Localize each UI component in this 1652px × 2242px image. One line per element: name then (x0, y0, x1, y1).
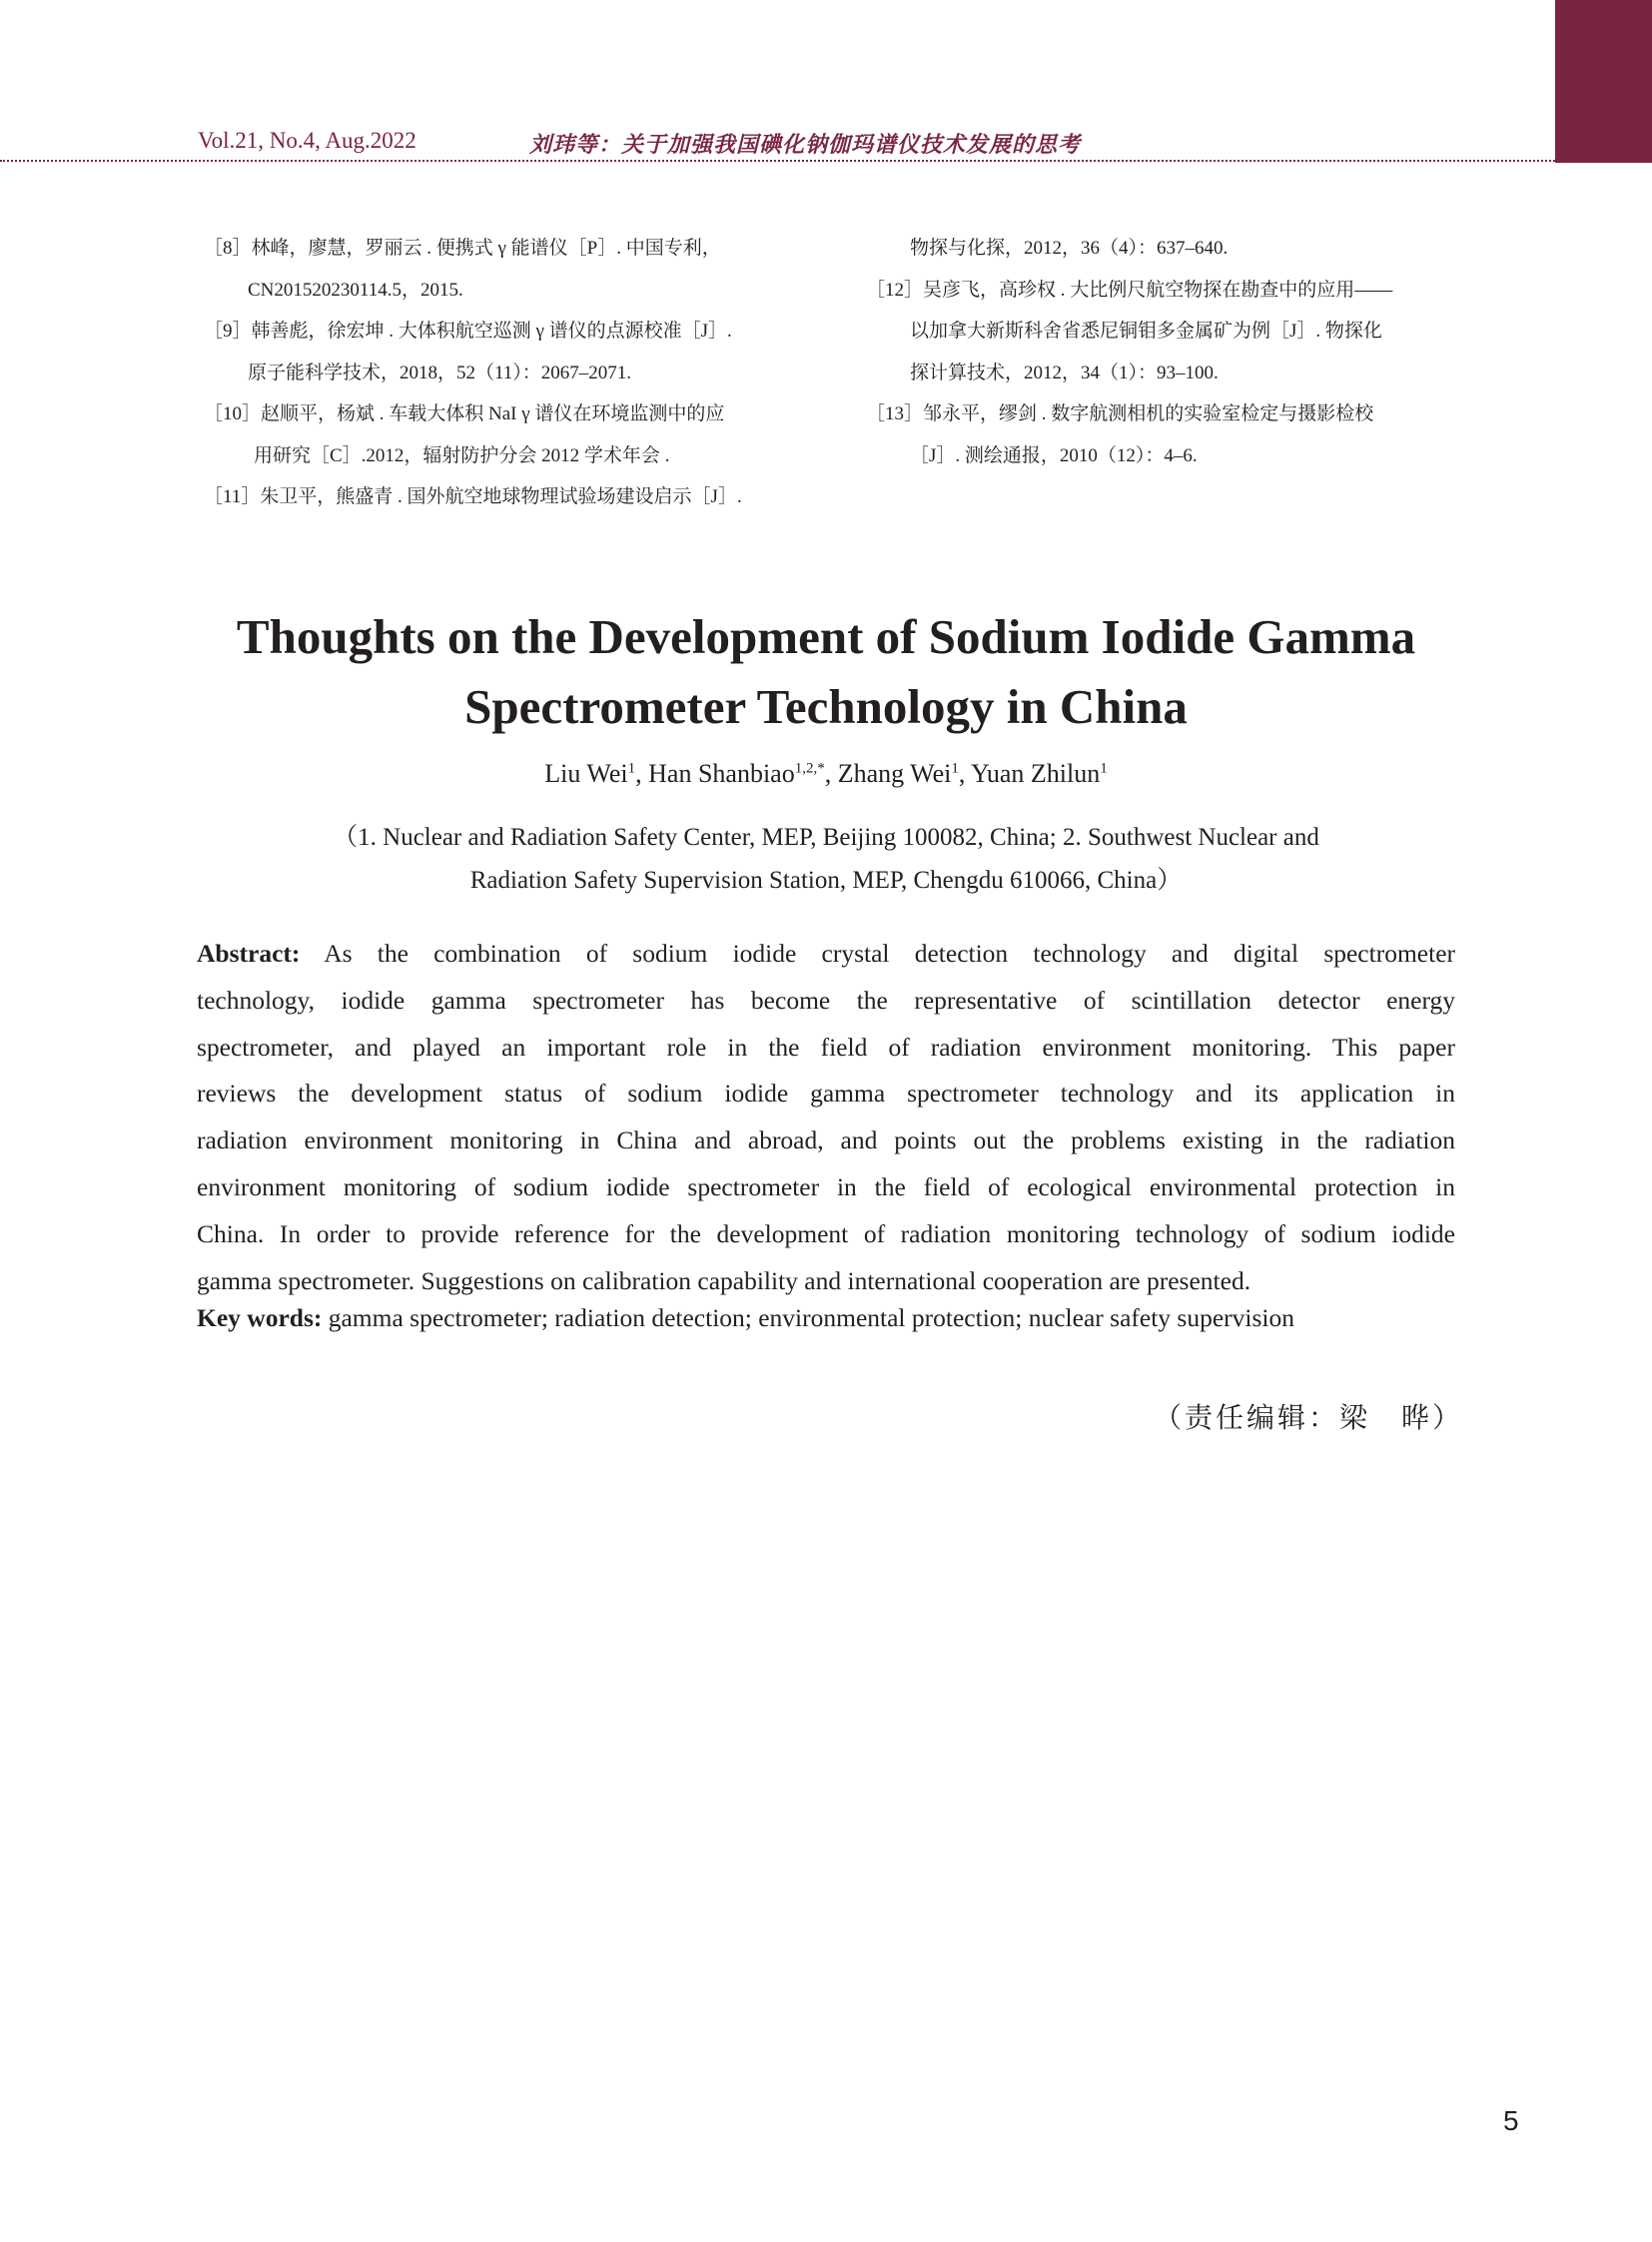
reference-line: CN201520230114.5，2015. (248, 279, 463, 301)
reference-line: ［13］邹永平，缪剑 . 数字航测相机的实验室检定与摄影检校 (866, 403, 1374, 424)
reference-line: ［J］. 测绘通报，2010（12）：4–6. (910, 444, 1198, 466)
author-affiliation-mark: 1 (1100, 760, 1108, 777)
reference-line: 探计算技术，2012，34（1）：93–100. (910, 362, 1219, 383)
reference-line: 用研究［C］.2012，辐射防护分会 2012 学术年会 . (254, 444, 670, 466)
author-affiliation-mark: 1 (627, 760, 636, 777)
author-affiliation-mark: 1,2,* (794, 760, 825, 777)
author-name: Zhang Wei (837, 759, 952, 788)
corner-color-tab (1555, 0, 1652, 163)
reference-line: 以加拿大新斯科舍省悉尼铜钼多金属矿为例［J］. 物探化 (910, 321, 1382, 342)
affiliations (0, 816, 1652, 902)
keywords (197, 1303, 1465, 1333)
abstract-line: spectrometer, and played an important role in the field of radiation environment monitoring. This paper (197, 1032, 1455, 1062)
abstract-line: China. In order to provide reference for the development of radiation monitoring technology of sodium iodide (197, 1218, 1455, 1248)
header-divider (0, 160, 1555, 162)
title-line: Thoughts on the Development of Sodium Iodide Gamma (236, 608, 1416, 664)
reference-11 (204, 476, 803, 518)
running-title: 刘玮等：关于加强我国碘化钠伽玛谱仪技术发展的思考 (529, 132, 1082, 157)
author-name: Yuan Zhilun (970, 759, 1101, 788)
author-name: Liu Wei (544, 759, 628, 788)
reference-9 (204, 311, 803, 393)
reference-line: ［11］朱卫平，熊盛青 . 国外航空地球物理试验场建设启示［J］. (204, 486, 742, 507)
author-separator: , (824, 759, 838, 788)
abstract-text: As the combination of sodium iodide crystal detection technology and digital spectrometer (324, 939, 1455, 968)
abstract-line: technology, iodide gamma spectrometer has become the representative of scintillation detector energy (197, 985, 1455, 1015)
reference-line: 物探与化探，2012，36（4）：637–640. (910, 238, 1229, 259)
reference-line: ［8］林峰，廖慧，罗丽云 . 便携式 γ 能谱仪［P］. 中国专利， (204, 238, 721, 259)
abstract-label: Abstract: (197, 939, 301, 968)
reference-8 (204, 228, 803, 311)
abstract-line: radiation environment monitoring in China and abroad, and points out the problems existing in the radiation (197, 1125, 1455, 1155)
journal-issue: Vol.21, No.4, Aug.2022 (198, 128, 416, 153)
author-separator: , (635, 759, 649, 788)
reference-line: 原子能科学技术，2018，52（11）：2067–2071. (248, 362, 632, 383)
reference-line: ［9］韩善彪，徐宏坤 . 大体积航空巡测 γ 谱仪的点源校准［J］. (204, 321, 732, 342)
abstract-line: reviews the development status of sodium iodide gamma spectrometer technology and its application in (197, 1079, 1455, 1109)
page-number: 5 (1503, 2105, 1519, 2136)
author-name: Han Shanbiao (648, 759, 795, 788)
reference-10 (204, 393, 803, 476)
affiliation-line: （1. Nuclear and Radiation Safety Center, MEP, Beijing 100082, China; 2. Southwest Nuclear and (333, 824, 1319, 851)
abstract-line: gamma spectrometer. Suggestions on calibration capability and international cooperation are presented. (197, 1265, 1251, 1295)
abstract-line: environment monitoring of sodium iodide spectrometer in the field of ecological environmental protection in (197, 1171, 1455, 1201)
responsible-editor: （责任编辑：梁 晔） (1154, 1403, 1464, 1434)
author-affiliation-mark: 1 (951, 760, 959, 777)
abstract (197, 931, 1455, 1304)
reference-13 (866, 393, 1465, 476)
author-separator: , (958, 759, 971, 788)
reference-line: ［12］吴彦飞，高珍权 . 大比例尺航空物探在勘查中的应用—— (866, 279, 1393, 301)
reference-12 (866, 270, 1465, 394)
reference-line: ［10］赵顺平，杨斌 . 车载大体积 NaI γ 谱仪在环境监测中的应 (204, 403, 725, 424)
reference-11-continued (866, 228, 1465, 270)
title-line: Spectrometer Technology in China (464, 678, 1188, 734)
keywords-label: Key words: (197, 1303, 323, 1332)
references-left-column (204, 228, 803, 518)
keywords-text: gamma spectrometer; radiation detection; environmental protection; nuclear safety supervision (328, 1303, 1294, 1332)
abstract-line (197, 931, 1455, 978)
affiliation-line: Radiation Safety Supervision Station, MEP, Chengdu 610066, China） (469, 867, 1183, 894)
author-list (0, 759, 1652, 789)
references-right-column (866, 228, 1465, 476)
paper-title (0, 602, 1652, 742)
